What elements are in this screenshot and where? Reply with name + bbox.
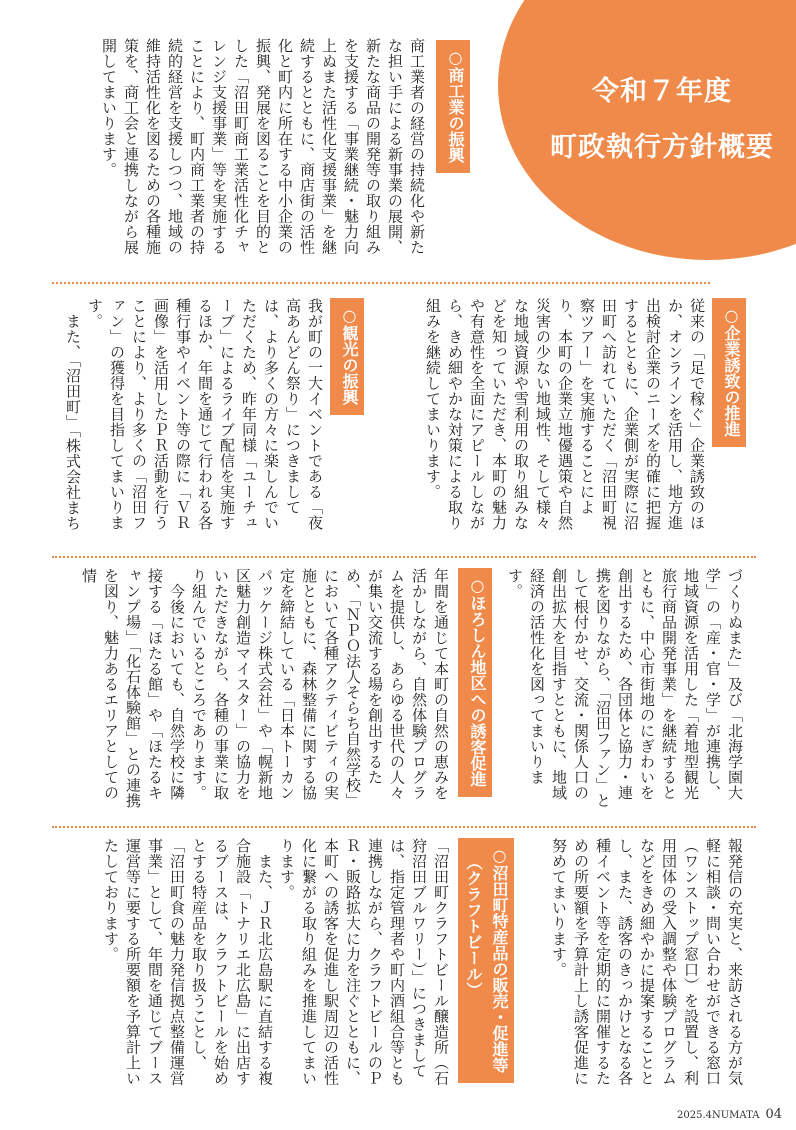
footer-issue: 2025.4NUMATA [677,1110,760,1121]
heading-shokogyo: ○商工業の振興 [436,40,470,173]
body-horoshin: 年間を通じて本町の自然の恵みを活かしながら、自然体験プログラムを提供し、あらゆる世代の人々が集い交流する場を創出するため、「ＮＰＯ法人そらち自然学校」において各種アクティビティの実施とともに、森林整備に関する協定を締結している「日本トーカンパッケージ株式会社」や「幌新地区魅力創造マイスター」の協力をいただきながら、各種の事業に取り組んでいるところであります。 今後においても、自然学校に隣接する「ほたる館」や「ほたるキャンプ場」「化石体験館」との連携を図り、魅力あるエリアとしての情 [80,568,450,809]
body-horoshin-cont: 報発信の充実と、来訪される方が気軽に相談・問い合わせができる窓口（ワンストップ窓口）を設置し、利用団体の受入調整や体験プログラムなどをきめ細やかに提案することとし、また、誘客のきっかけとなる各種イベント等を定期的に開催するための所要額を予算計上し誘客促進に努めてまいります。 [550,838,744,1086]
divider-1 [52,282,710,284]
body-kigyo: 従来の「足で稼ぐ」企業誘致のほか、オンラインを活用し、地方進出検討企業のニーズを的確に把握するとともに、企業側が実際に沼田町へ訪れていただく「沼田町視察ツアー」を実施することにより、本町の企業立地優遇策や自然災害の少ない地域性、そして様々な地域資源や雪利用の取り組みなどを知っていただき、本町の魅力や有意性を全面にアピールしながら、きめ細やかな対策による取り組みを継続してまいります。 [424,298,706,531]
body-shokogyo: 商工業者の経営の持続化や新たな担い手による新事業の展開、新たな商品の開発等の取り組みを支援する「事業継続・魅力向上ぬまた活性化支援事業」を継続するとともに、商店街の活性化と町内に所在する中小企業の振興、発展を図ることを目的とした「沼田町商工業活性化チャレンジ支援事業」等を実施することにより、町内商工業者の持続的経営を支援しつつ、地域の維持活性化を図るための各種施策を、商工会と連携しながら展開してまいります。 [100,38,426,255]
title-main: 町政執行方針概要 [550,132,774,163]
body-kanko: 我が町の一大イベントである「夜高あんどん祭り」につきましては、より多くの方々に楽しんでいただくため、昨年同様「ユーチューブ」によるライブ配信を実施するほか、年間を通じて行われる各種行事やイベント等の際に「ＶＲ画像」を活用したＰＲ活動を行うことにより、より多くの「沼田ファン」の獲得を目指してまいります。 また、「沼田町」「株式会社まち [64,298,324,531]
body-tokusan: 「沼田町クラフトビール醸造所（石狩沼田ブルワリー）」につきましては、指定管理者や町内酒組合等とも連携しながら、クラフトビールのＰＲ・販路拡大に力を注ぐとともに、本町への誘客を促進し駅周辺の活性化に繋がる取り組みを推進してまいります。 また、ＪＲ北広島駅に直結する複合施設「トナリエ北広島」に出店するブースは、クラフトビールを始めとする特産品を取り扱うことし、「沼田町食の魅力発信拠点整備運営事業」として、年間を通じてブース運営等に要する所要額を予算計上いたしております。 [102,838,450,1086]
heading-horoshin: ○ほろしん地区への誘客促進 [458,568,492,797]
divider-3 [52,826,756,828]
body-kanko-cont: づくりぬまた」及び「北海学園大学」の「産・官・学」が連携し、地域資源を活用した「着地型観光旅行商品開発事業」を継続するとともに、中心市街地のにぎわいを創出するため、各団体と協力・連携を図りながら、「沼田ファン」として根付かせ、交流・関係人口の創出拡大を目指すとともに、地域経済の活性化を図ってまいります。 [506,568,744,809]
heading-tokusan: ○沼田町特産品の販売・促進等 （クラフトビール） [458,838,514,1083]
page-footer [677,1107,782,1122]
page-number: 04 [765,1107,782,1122]
heading-kanko: ○観光の振興 [330,298,364,415]
title-year: 令和７年度 [592,76,732,107]
divider-2 [52,556,756,558]
heading-kigyo: ○企業誘致の推進 [712,298,746,447]
page-title [528,64,796,176]
